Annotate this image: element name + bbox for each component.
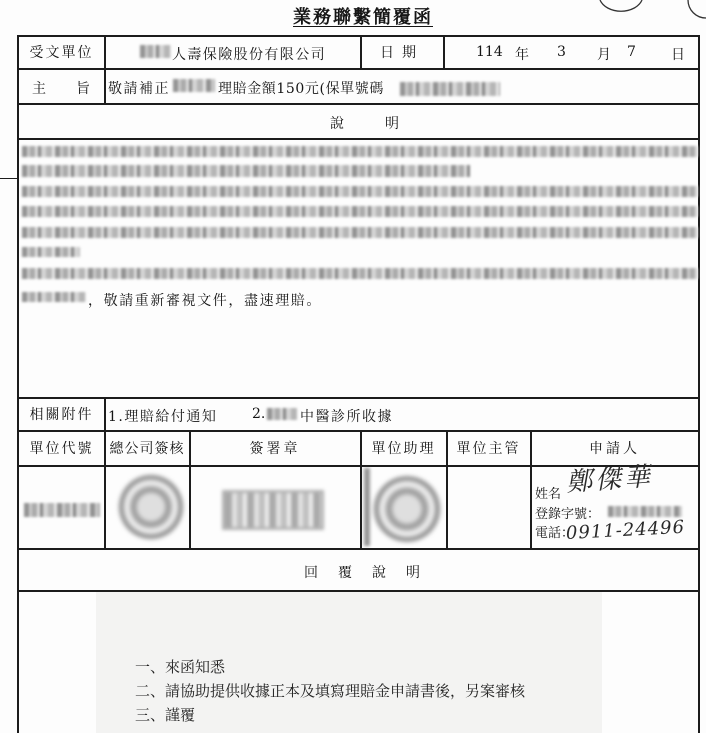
redacted-signature-seal (222, 490, 324, 530)
redacted-subject-name (173, 79, 215, 92)
description-label: 說明 (330, 116, 440, 132)
applicant-registration-label: 登錄字號： (535, 507, 601, 522)
date-month-unit: 月 (597, 47, 611, 63)
header-applicant: 申請人 (589, 441, 640, 457)
date-day: 7 (627, 44, 636, 60)
form-title: 業務聯繫簡覆函 (293, 7, 433, 28)
redacted-registration-number (608, 506, 682, 517)
redacted-hq-approval-stamp (118, 474, 184, 540)
redacted-line (22, 292, 86, 302)
subject-prefix: 敬請補正 (108, 81, 170, 97)
table-rule (18, 397, 700, 399)
redacted-clinic-name (267, 408, 297, 420)
table-rule (18, 103, 700, 105)
reply-line-3: 三、謹覆 (135, 706, 196, 724)
reply-label: 回覆說明 (304, 565, 440, 581)
subject-label: 主旨 (32, 81, 120, 97)
header-hq-approval: 總公司簽核 (109, 441, 185, 457)
date-month: 3 (557, 44, 566, 60)
redacted-assistant-stamp (372, 476, 442, 542)
applicant-name-label: 姓名 (535, 487, 562, 502)
redacted-line (22, 165, 470, 177)
header-unit-supervisor: 單位主管 (456, 441, 521, 457)
attachment-item-1: 1.理賠給付通知 (108, 409, 218, 425)
reply-line-1: 一、來函知悉 (135, 658, 226, 676)
redacted-unit-code (24, 503, 100, 517)
applicant-signature: 鄭傑華 (565, 461, 655, 498)
table-border-left (17, 35, 19, 733)
redacted-line (22, 146, 698, 157)
description-closing: ，敬請重新審視文件，盡速理賠。 (88, 293, 322, 309)
table-rule (18, 138, 700, 140)
subject-middle: 理賠金額150元(保單號碼 (218, 81, 384, 97)
redacted-company-prefix (140, 45, 171, 58)
applicant-phone: 0911-24496 (565, 516, 686, 544)
date-label: 日期 (380, 45, 424, 61)
date-day-unit: 日 (671, 47, 685, 63)
redacted-line (22, 206, 698, 217)
redacted-line (22, 268, 698, 279)
redacted-line (22, 227, 698, 238)
header-unit-code: 單位代號 (29, 441, 94, 457)
redacted-policy-number (400, 82, 500, 96)
table-rule (18, 548, 700, 550)
header-unit-assistant: 單位助理 (371, 441, 436, 457)
scan-artifact-line (0, 178, 18, 179)
table-border-right (698, 35, 700, 733)
redacted-line (22, 247, 80, 257)
attachment-item-2-prefix: 2. (252, 406, 266, 422)
attachments-label: 相關附件 (29, 407, 94, 423)
reply-line-2: 二、請協助提供收據正本及填寫理賠金申請書後，另案審核 (135, 682, 526, 700)
attachment-item-2-suffix: 中醫診所收據 (300, 409, 393, 425)
date-year: 114 (476, 44, 503, 60)
scan-dark-bar (364, 468, 370, 546)
table-rule (104, 397, 106, 548)
table-rule (443, 35, 445, 68)
redacted-line (22, 186, 698, 197)
partial-stamp-marks (586, 0, 706, 22)
header-signature-seal: 簽署章 (249, 441, 301, 457)
applicant-phone-label: 電話： (535, 526, 575, 541)
table-rule (18, 35, 700, 37)
date-year-unit: 年 (515, 47, 529, 63)
recipient-label: 受文單位 (29, 45, 94, 61)
table-rule (18, 68, 700, 70)
recipient-value: 人壽保險股份有限公司 (172, 47, 326, 63)
